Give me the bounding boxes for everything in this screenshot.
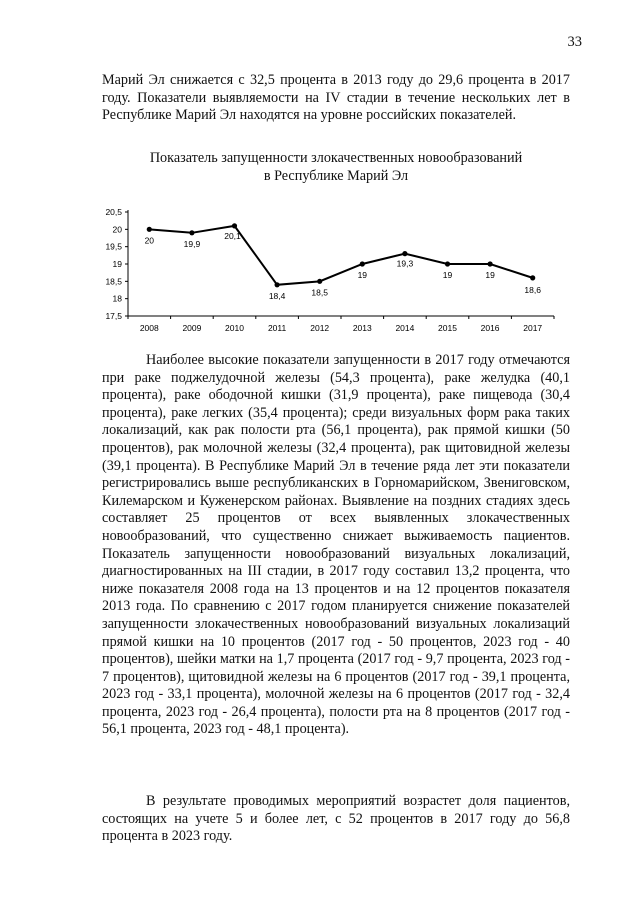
page-number: 33 <box>567 34 582 50</box>
y-tick-label: 20 <box>112 224 122 235</box>
line-chart <box>82 198 562 340</box>
data-point <box>530 275 535 280</box>
data-point <box>360 261 365 266</box>
data-label: 19,9 <box>183 238 201 249</box>
data-label: 19 <box>357 270 368 280</box>
data-label: 18,5 <box>311 287 328 298</box>
data-point <box>488 261 493 266</box>
y-tick-label: 18 <box>112 293 122 304</box>
x-tick-label: 2017 <box>523 323 543 333</box>
data-point <box>317 279 322 284</box>
chart-title-line-1: Показатель запущенности злокачественных новообразований <box>149 150 523 166</box>
data-point <box>189 230 194 235</box>
data-point <box>147 227 152 232</box>
y-tick-label: 18,5 <box>105 276 122 287</box>
data-label: 19 <box>442 270 453 280</box>
x-tick-label: 2008 <box>139 323 159 333</box>
paragraph-conclusion: В результате проводимых мероприятий возрастет доля пациентов, состоящих на учете 5 и более лет, с 52 процентов в 2017 году до 56,8 процента в 2023 году. <box>102 793 570 845</box>
paragraph-intro: Марий Эл снижается с 32,5 процента в 2013 году до 29,6 процента в 2017 году. Показатели выявляемости на IV стадии в течение нескольких лет в Республике Марий Эл находятся на уровне российских показателей. <box>102 72 570 124</box>
x-tick-label: 2015 <box>438 323 457 333</box>
data-point <box>232 223 237 228</box>
data-label: 20,1 <box>224 230 241 241</box>
x-tick-label: 2012 <box>310 323 330 333</box>
chart-title-line-2: в Республике Марий Эл <box>263 167 409 184</box>
data-label: 18,4 <box>268 290 286 301</box>
x-tick-label: 2013 <box>352 323 372 333</box>
data-label: 19 <box>485 270 495 280</box>
x-tick-label: 2011 <box>267 323 287 333</box>
chart-title <box>102 150 570 185</box>
x-tick-label: 2009 <box>182 323 202 333</box>
data-point <box>275 282 280 287</box>
data-label: 18,6 <box>524 284 541 295</box>
data-label: 20 <box>144 235 155 246</box>
series-line <box>149 226 532 285</box>
paragraph-main: Наиболее высокие показатели запущенности в 2017 году отмечаются при раке поджелудочной железы (54,3 процента), раке желудка (40,1 процента), раке ободочной кишки (31,9 процента), раке пищевода (30,4 процента), раке легких (35,4 процента); среди визуальных форм рака таких локализаций, как рак полости рта (56,1 процента), рак прямой кишки (50 процентов), рак молочной железы (32,4 процента), рак щитовидной железы (39,1 процента). В Республике Марий Эл в течение ряда лет эти показатели регистрировались выше республиканских в Горномарийском, Звениговском, Килемарском и Куженерском районах. Выявление на поздних стадиях здесь составляет 25 процентов от всех выявленных злокачественных новообразований, что существенно снижает выживаемость пациентов. Показатель запущенности новообразований визуальных локализаций, диагностированных на III стадии, в 2017 году составил 13,2 процента, что ниже показателя 2008 года на 13 процентов и на 12 процентов показателя 2013 года. По сравнению с 2017 годом планируется снижение показателей запущенности злокачественных новообразований визуальных локализаций прямой кишки на 10 процентов (2017 год - 50 процентов, 2023 год - 40 процентов), шейки матки на 1,7 процента (2017 год - 9,7 процента, 2023 год - 7 процентов), щитовидной железы на 6 процентов (2017 год - 39,1 процента, 2023 год - 33,1 процента), молочной железы на 6 процентов (2017 год - 32,4 процента, 2023 год - 26,4 процента), полости рта на 8 процентов (2017 год - 56,1 процента, 2023 год - 48,1 процента). <box>102 352 570 738</box>
y-tick-label: 19,5 <box>105 241 122 252</box>
data-label: 19,3 <box>396 258 414 269</box>
x-tick-label: 2010 <box>225 323 244 333</box>
y-tick-label: 20,5 <box>105 207 122 217</box>
x-tick-label: 2014 <box>395 323 415 333</box>
data-point <box>402 251 407 256</box>
data-point <box>445 261 450 266</box>
y-tick-label: 17,5 <box>105 311 122 321</box>
x-tick-label: 2016 <box>480 323 500 333</box>
y-tick-label: 19 <box>112 259 122 269</box>
